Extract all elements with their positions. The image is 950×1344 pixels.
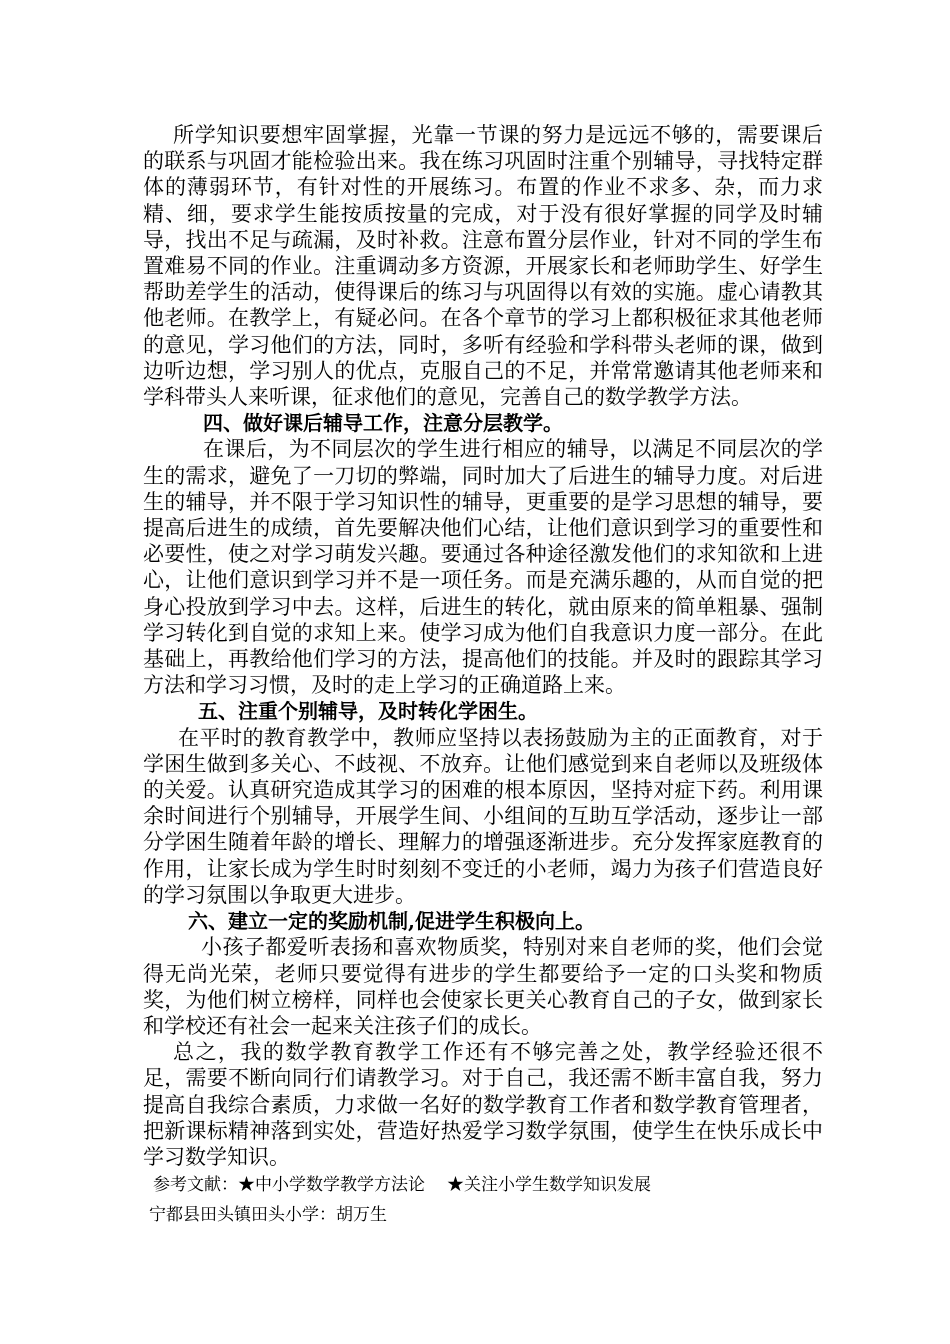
paragraph-3-text: 在平时的教育教学中，教师应坚持以表扬鼓励为主的正面教育，对于学困生做到多关心、不歧视、不放弃。让他们感觉到来自老师以及班级体的关爱。认真研究造成其学习的困难的根本原因，坚持对症下药。利用课余时间进行个别辅导，开展学生间、小组间的互助互学活动，逐步让一部分学困生随着年龄的增长、理解力的增强逐渐进步。充分发挥家庭教育的作用，让家长成为学生时时刻刻不变迁的小老师，竭力为孩子们营造良好的学习氛围以争取更大进步。	[143, 725, 823, 907]
paragraph-5-text: 总之，我的数学教育教学工作还有不够完善之处，教学经验还很不足，需要不断向同行们请教学习。对于自己，我还需不断丰富自我，努力提高自我综合素质，力求做一名好的数学教育工作者和数学教育管理者，把新课标精神落到实处，营造好热爱学习数学氛围，使学生在快乐成长中学习数学知识。	[143, 1040, 823, 1169]
paragraph-2	[143, 436, 823, 698]
author-text: 宁都县田头镇田头小学：胡万生	[149, 1205, 387, 1226]
section-heading-6	[143, 908, 823, 934]
section-heading-4-text: 四、做好课后辅导工作，注意分层教学。	[203, 411, 563, 436]
references-label: 参考文献：	[153, 1175, 238, 1196]
section-heading-5-text: 五、注重个别辅导，及时转化学困生。	[198, 699, 538, 724]
reference-item-2: ★关注小学生数学知识发展	[447, 1175, 651, 1196]
reference-item-1: ★中小学数学教学方法论	[238, 1175, 425, 1196]
paragraph-5	[143, 1039, 823, 1170]
section-heading-5	[143, 698, 823, 724]
paragraph-1-text: 所学知识要想牢固掌握，光靠一节课的努力是远远不够的，需要课后的联系与巩固才能检验出来。我在练习巩固时注重个别辅导，寻找特定群体的薄弱环节，有针对性的开展练习。布置的作业不求多、杂，而力求精、细，要求学生能按质按量的完成，对于没有很好掌握的同学及时辅导，找出不足与疏漏，及时补救。注意布置分层作业，针对不同的学生布置难易不同的作业。注重调动多方资源，开展家长和老师助学生、好学生帮助差学生的活动，使得课后的练习与巩固得以有效的实施。虚心请教其他老师。在教学上，有疑必问。在各个章节的学习上都积极征求其他老师的意见，学习他们的方法，同时，多听有经验和学科带头老师的课，做到边听边想，学习别人的优点，克服自己的不足，并常常邀请其他老师来和学科带头人来听课，征求他们的意见，完善自己的数学教学方法。	[143, 123, 823, 410]
author-line	[143, 1200, 823, 1230]
paragraph-1	[143, 122, 823, 410]
document-page	[143, 122, 823, 1230]
references-line	[143, 1170, 823, 1200]
paragraph-4	[143, 934, 823, 1039]
section-heading-6-text: 六、建立一定的奖励机制,促进学生积极向上。	[188, 909, 595, 934]
section-heading-4	[143, 410, 823, 436]
paragraph-2-text: 在课后，为不同层次的学生进行相应的辅导，以满足不同层次的学生的需求，避免了一刀切的弊端，同时加大了后进生的辅导力度。对后进生的辅导，并不限于学习知识性的辅导，更重要的是学习思想的辅导，要提高后进生的成绩，首先要解决他们心结，让他们意识到学习的重要性和必要性，使之对学习萌发兴趣。要通过各种途径激发他们的求知欲和上进心，让他们意识到学习并不是一项任务。而是充满乐趣的，从而自觉的把身心投放到学习中去。这样，后进生的转化，就由原来的简单粗暴、强制学习转化到自觉的求知上来。使学习成为他们自我意识力度一部分。在此基础上，再教给他们学习的方法，提高他们的技能。并及时的跟踪其学习方法和学习习惯，及时的走上学习的正确道路上来。	[143, 437, 823, 698]
paragraph-4-text: 小孩子都爱听表扬和喜欢物质奖，特别对来自老师的奖，他们会觉得无尚光荣，老师只要觉得有进步的学生都要给予一定的口头奖和物质奖，为他们树立榜样，同样也会使家长更关心教育自己的子女，做到家长和学校还有社会一起来关注孩子们的成长。	[143, 935, 823, 1038]
paragraph-3	[143, 725, 823, 908]
